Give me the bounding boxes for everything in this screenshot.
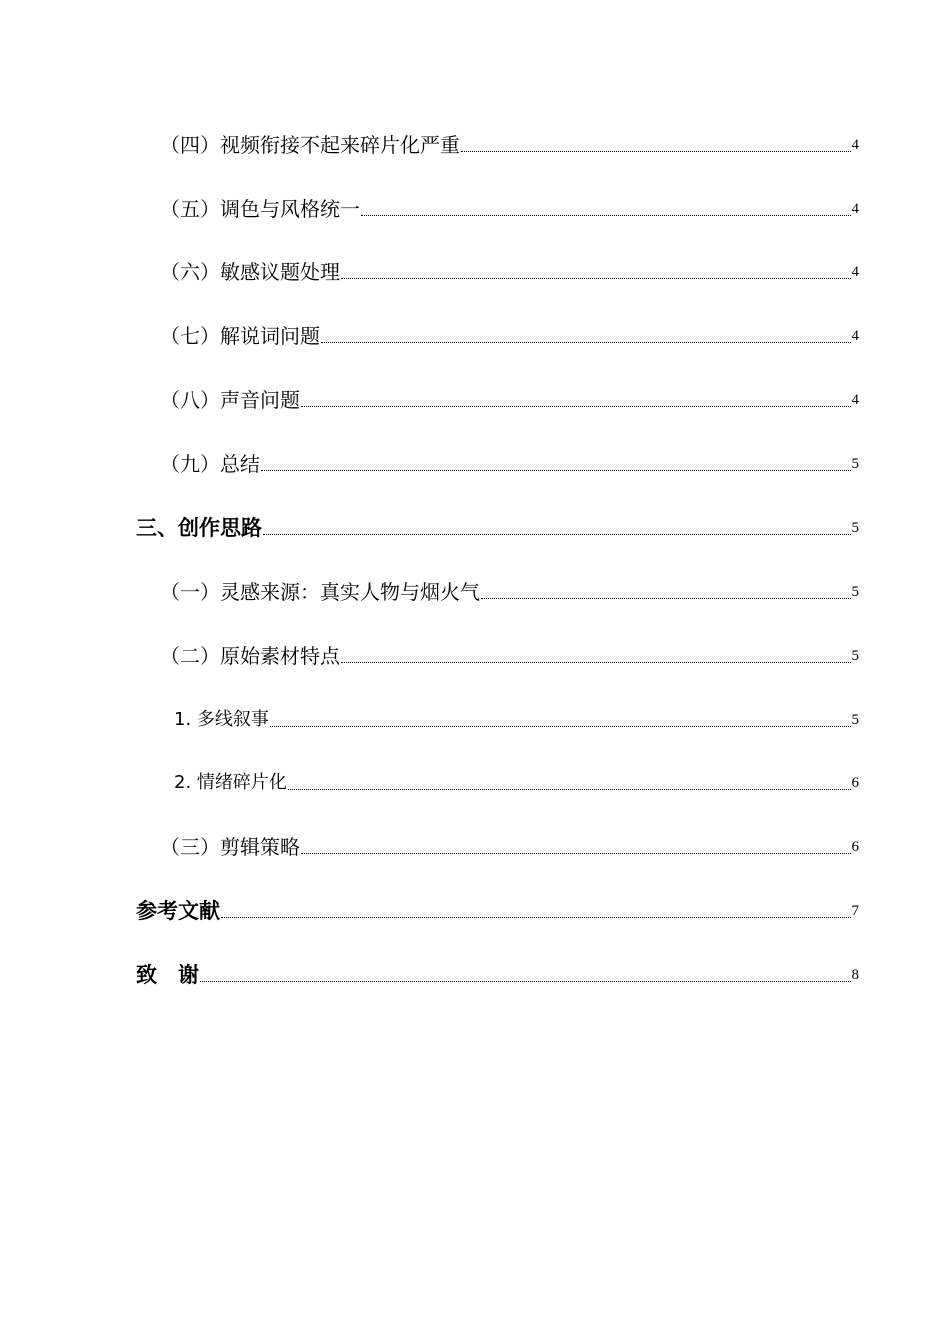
- toc-entry-page: 4: [851, 328, 859, 344]
- toc-leader-dots: [301, 853, 851, 854]
- toc-entry-page: 5: [851, 520, 859, 536]
- toc-entry[interactable]: [174, 766, 859, 796]
- toc-leader-dots: [261, 470, 851, 471]
- toc-entry-title: （七）解说词问题: [160, 324, 320, 348]
- toc-entry[interactable]: [174, 703, 859, 733]
- toc-leader-dots: [321, 342, 851, 343]
- toc-entry[interactable]: [160, 319, 859, 349]
- toc-entry-page: 4: [851, 392, 859, 408]
- toc-entry[interactable]: [160, 128, 859, 158]
- toc-entry-page: 5: [851, 456, 859, 472]
- toc-leader-dots: [301, 406, 851, 407]
- toc-entry-title: 致 谢: [136, 963, 199, 987]
- toc-entry-title: （八）声音问题: [160, 388, 300, 412]
- toc-entry-page: 6: [851, 839, 859, 855]
- toc-leader-dots: [200, 981, 851, 982]
- toc-entry[interactable]: [136, 894, 859, 924]
- toc-leader-dots: [361, 215, 851, 216]
- toc-entry-page: 4: [851, 137, 859, 153]
- toc-entry-page: 8: [851, 967, 859, 983]
- toc-leader-dots: [461, 151, 851, 152]
- toc-entry-page: 5: [851, 584, 859, 600]
- toc-leader-dots: [341, 662, 851, 663]
- toc-entry[interactable]: [160, 383, 859, 413]
- toc-entry-title: （二）原始素材特点: [160, 644, 340, 668]
- toc-entry-title: （六）敏感议题处理: [160, 260, 340, 284]
- toc-entry-title: 参考文献: [136, 899, 220, 923]
- toc-entry[interactable]: [160, 830, 859, 860]
- toc-leader-dots: [481, 598, 851, 599]
- toc-entry-title: （三）剪辑策略: [160, 835, 300, 859]
- toc-entry[interactable]: [160, 575, 859, 605]
- toc-entry-title: （一）灵感来源：真实人物与烟火气: [160, 580, 480, 604]
- toc-leader-dots: [288, 789, 851, 790]
- toc-entry-title: 2. 情绪碎片化: [174, 772, 287, 793]
- toc-leader-dots: [270, 726, 851, 727]
- toc-entry-page: 4: [851, 201, 859, 217]
- toc-entry-page: 4: [851, 264, 859, 280]
- toc-entry[interactable]: [136, 511, 859, 541]
- toc-entry[interactable]: [160, 192, 859, 222]
- toc-entry-page: 6: [851, 775, 859, 791]
- toc-entry[interactable]: [160, 255, 859, 285]
- toc-entry-page: 5: [851, 648, 859, 664]
- toc-entry-title: （四）视频衔接不起来碎片化严重: [160, 133, 460, 157]
- toc-entry[interactable]: [160, 639, 859, 669]
- toc-entry-page: 5: [851, 712, 859, 728]
- toc-leader-dots: [341, 278, 851, 279]
- toc-leader-dots: [221, 917, 851, 918]
- toc-entry-title: （五）调色与风格统一: [160, 197, 360, 221]
- toc-entry-title: 1. 多线叙事: [174, 709, 269, 730]
- toc-entry-title: 三、创作思路: [136, 516, 262, 540]
- toc-leader-dots: [263, 534, 851, 535]
- toc-entry-page: 7: [851, 903, 859, 919]
- toc-entry[interactable]: [136, 958, 859, 988]
- toc-entry-title: （九）总结: [160, 452, 260, 476]
- toc-entry[interactable]: [160, 447, 859, 477]
